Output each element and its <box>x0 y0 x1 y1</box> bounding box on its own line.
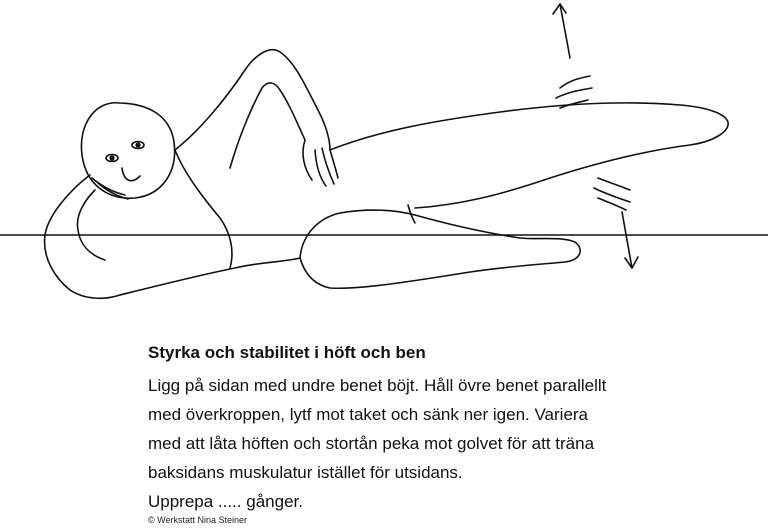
instruction-line: med överkroppen, lytf mot taket och sänk ner igen. Variera <box>148 405 589 424</box>
instruction-line: med att låta höften och stortån peka mot golvet för att träna <box>148 434 595 453</box>
exercise-title: Styrka och stabilitet i höft och ben <box>148 343 426 362</box>
copyright-credit: © Werkstatt Nina Steiner <box>148 515 247 525</box>
bottom-leg <box>300 210 580 288</box>
repeat-line: Upprepa ..... gånger. <box>148 492 303 511</box>
motion-lines-down <box>594 178 630 210</box>
instruction-line: Ligg på sidan med undre benet böjt. Håll övre benet parallellt <box>148 376 607 395</box>
instruction-line: baksidans muskulatur istället för utsidans. <box>148 463 463 482</box>
top-hand <box>303 140 338 186</box>
torso-lower <box>120 258 300 295</box>
upper-arm <box>175 50 330 150</box>
exercise-instructions <box>148 371 708 516</box>
top-leg <box>330 103 728 208</box>
head-outline <box>81 103 174 198</box>
smile <box>122 168 140 181</box>
